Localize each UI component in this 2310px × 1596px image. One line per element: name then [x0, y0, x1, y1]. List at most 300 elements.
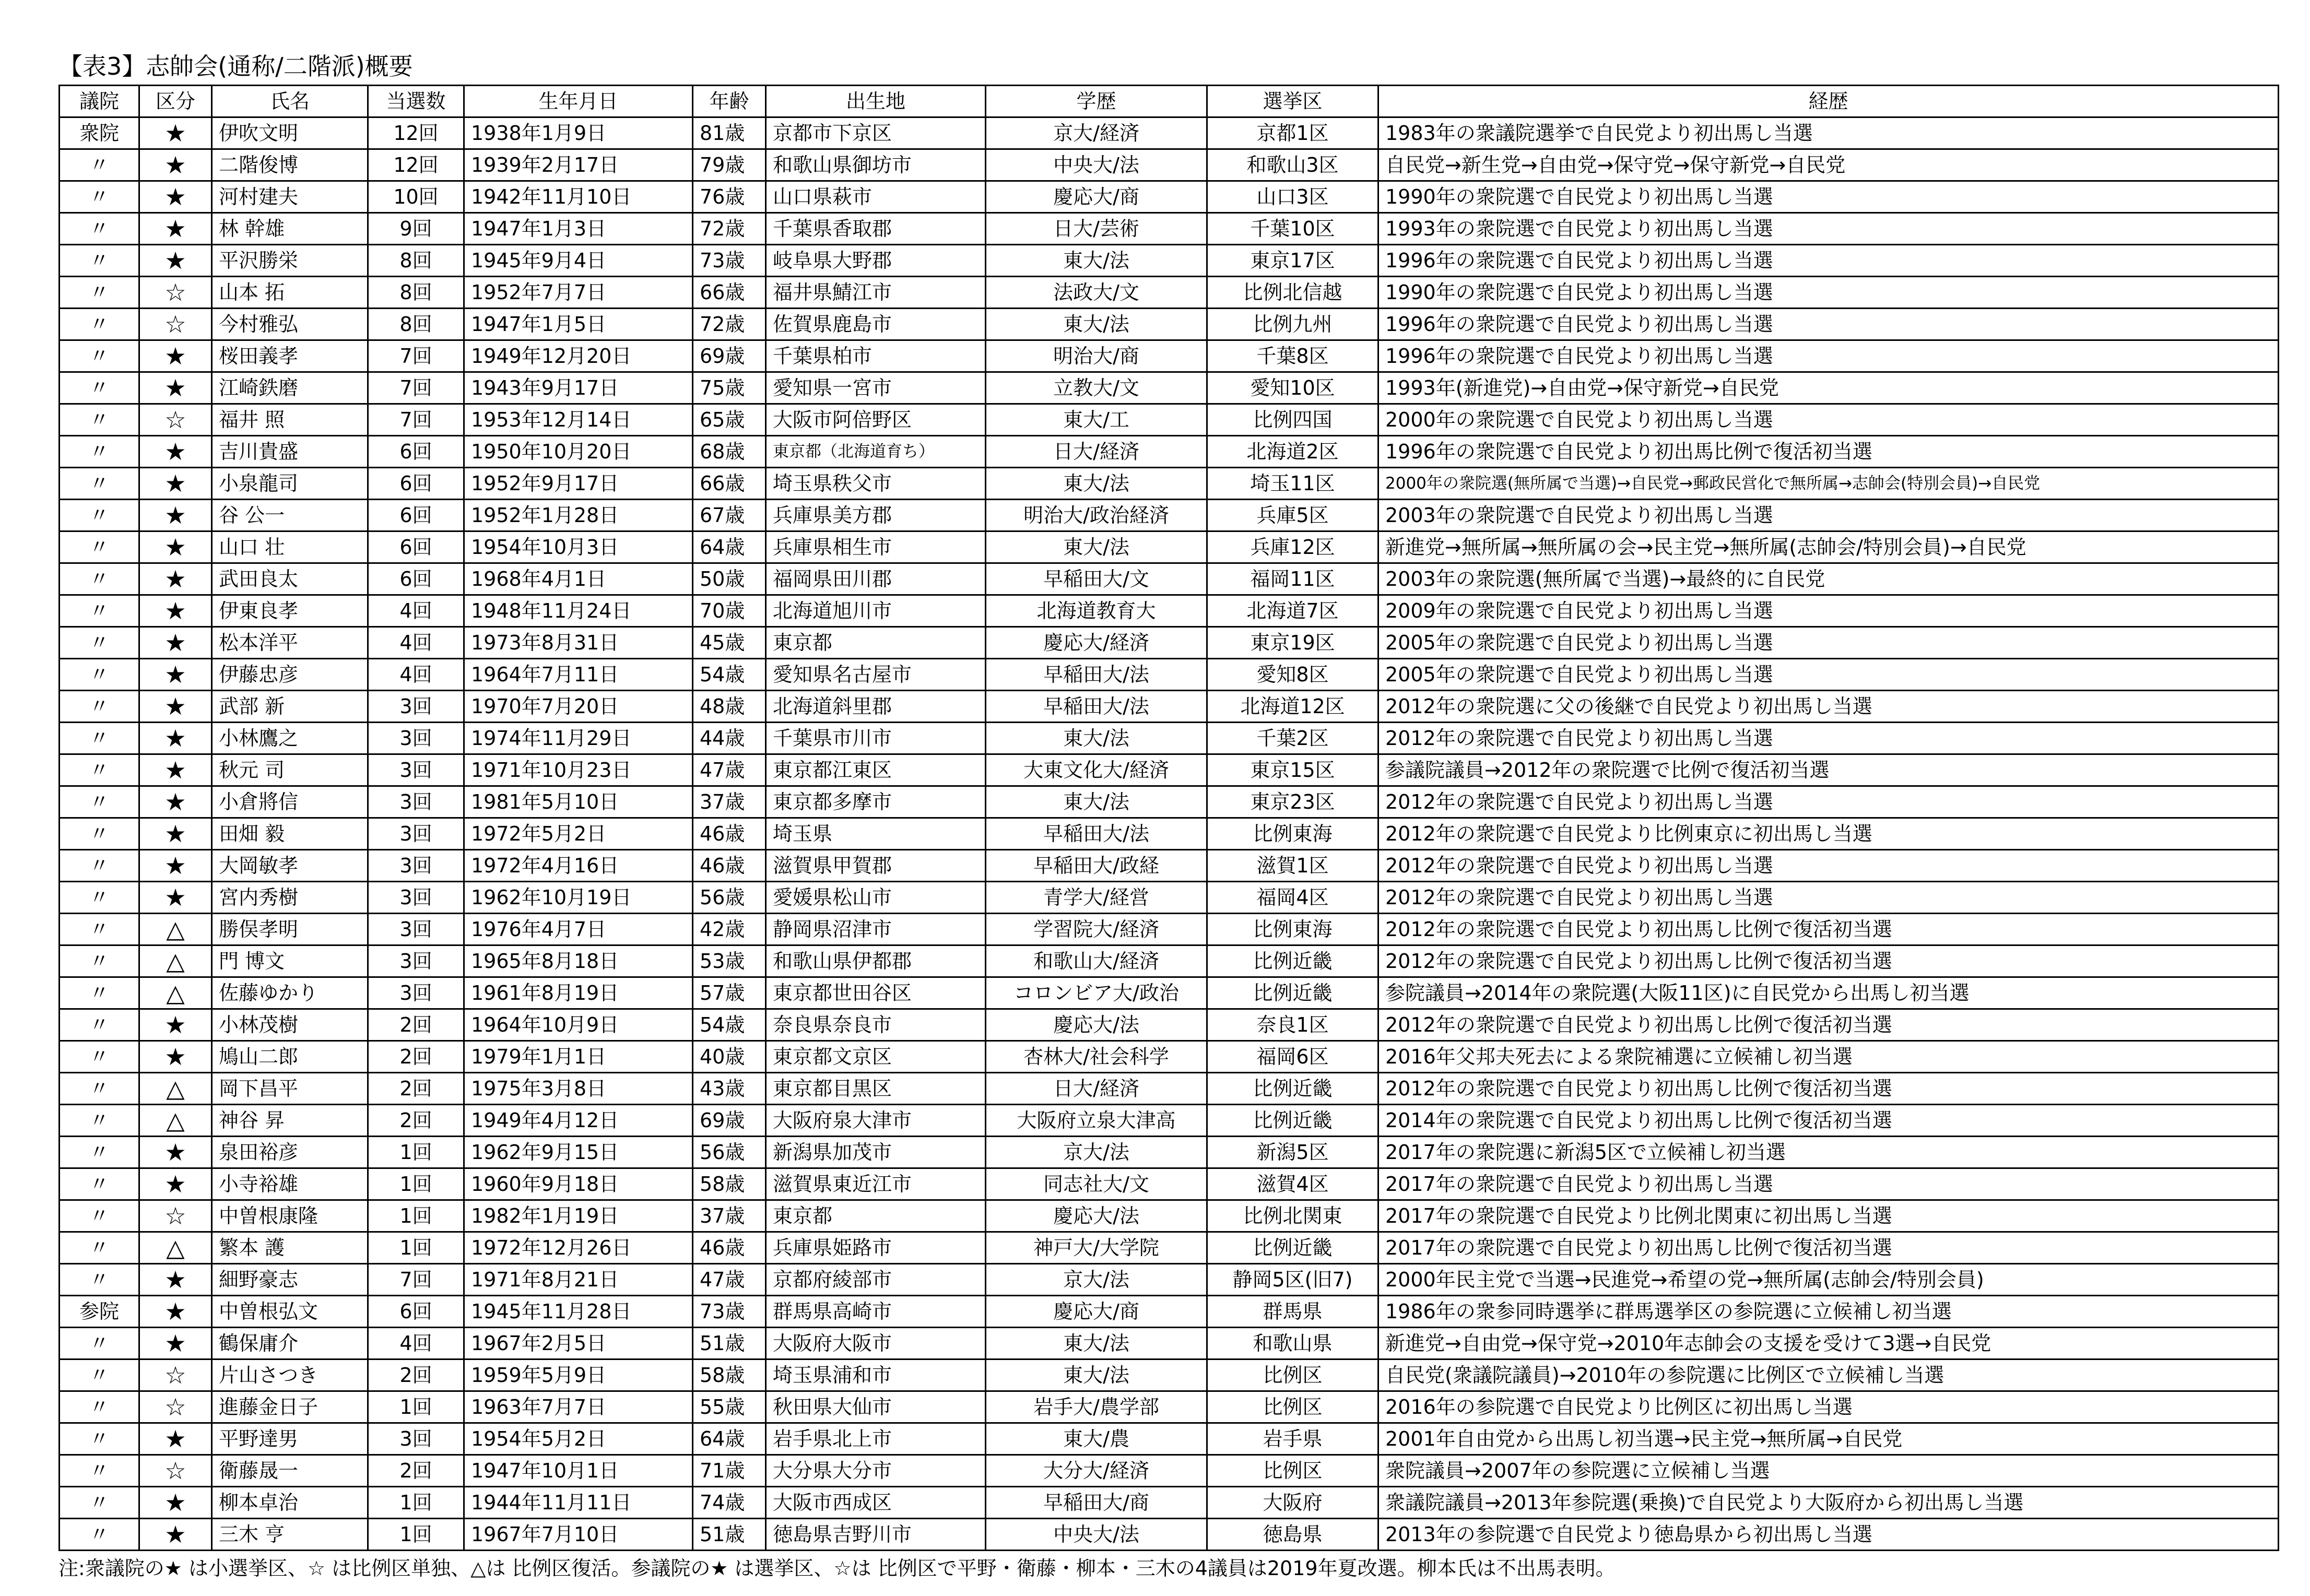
- cell-birthdate: 1964年7月11日: [464, 659, 693, 691]
- cell-birthplace: 愛知県名古屋市: [766, 659, 986, 691]
- cell-career: 2005年の衆院選で自民党より初出馬し当選: [1378, 659, 2279, 691]
- cell-education: 岩手大/農学部: [986, 1391, 1207, 1423]
- cell-name: 二階俊博: [212, 149, 368, 181]
- cell-birthdate: 1967年2月5日: [464, 1328, 693, 1359]
- cell-kubun: ★: [139, 659, 212, 691]
- cell-name: 山口 壮: [212, 531, 368, 563]
- cell-name: 武田良太: [212, 563, 368, 595]
- cell-terms: 1回: [368, 1487, 464, 1519]
- cell-kubun: ★: [139, 1423, 212, 1455]
- cell-terms: 3回: [368, 786, 464, 818]
- cell-terms: 3回: [368, 945, 464, 977]
- cell-birthdate: 1953年12月14日: [464, 404, 693, 436]
- cell-career: 2012年の衆院選で自民党より初出馬し当選: [1378, 786, 2279, 818]
- cell-career: 2000年の衆院選で自民党より初出馬し当選: [1378, 404, 2279, 436]
- cell-birthplace: 兵庫県相生市: [766, 531, 986, 563]
- cell-education: 東大/法: [986, 309, 1207, 340]
- cell-birthdate: 1972年12月26日: [464, 1232, 693, 1264]
- cell-house: 〃: [60, 850, 139, 882]
- cell-house: 〃: [60, 723, 139, 754]
- cell-career: 2000年の衆院選(無所属で当選)→自民党→郵政民営化で無所属→志帥会(特別会員)→自民党: [1378, 468, 2279, 500]
- cell-career: 2014年の衆院選で自民党より初出馬し比例で復活初当選: [1378, 1105, 2279, 1137]
- cell-birthplace: 大分県大分市: [766, 1455, 986, 1487]
- cell-name: 松本洋平: [212, 627, 368, 659]
- cell-age: 48歳: [693, 691, 766, 723]
- cell-terms: 4回: [368, 627, 464, 659]
- cell-kubun: ★: [139, 818, 212, 850]
- cell-career: 参院議員→2014年の衆院選(大阪11区)に自民党から出馬し初当選: [1378, 977, 2279, 1009]
- cell-house: 衆院: [60, 117, 139, 149]
- table-row: [60, 1296, 2279, 1328]
- cell-kubun: △: [139, 1105, 212, 1137]
- cell-kubun: ★: [139, 595, 212, 627]
- table-row: [60, 627, 2279, 659]
- cell-house: 〃: [60, 1359, 139, 1391]
- cell-kubun: ★: [139, 563, 212, 595]
- table-row: [60, 1009, 2279, 1041]
- cell-house: 〃: [60, 1487, 139, 1519]
- cell-name: 伊東良孝: [212, 595, 368, 627]
- cell-district: 岩手県: [1207, 1423, 1378, 1455]
- cell-kubun: ★: [139, 436, 212, 468]
- cell-kubun: ★: [139, 723, 212, 754]
- table-row: [60, 595, 2279, 627]
- cell-birthdate: 1973年8月31日: [464, 627, 693, 659]
- cell-age: 42歳: [693, 914, 766, 945]
- col-header-age: 年齢: [693, 86, 766, 117]
- cell-district: 比例近畿: [1207, 1232, 1378, 1264]
- col-header-terms: 当選数: [368, 86, 464, 117]
- cell-house: 〃: [60, 245, 139, 277]
- cell-birthdate: 1971年10月23日: [464, 754, 693, 786]
- cell-house: 〃: [60, 468, 139, 500]
- table-row: [60, 404, 2279, 436]
- cell-district: 比例近畿: [1207, 1105, 1378, 1137]
- col-header-kubun: 区分: [139, 86, 212, 117]
- cell-birthdate: 1952年7月7日: [464, 277, 693, 309]
- cell-birthdate: 1963年7月7日: [464, 1391, 693, 1423]
- cell-age: 81歳: [693, 117, 766, 149]
- cell-kubun: ★: [139, 117, 212, 149]
- cell-name: 桜田義孝: [212, 340, 368, 372]
- cell-house: 〃: [60, 404, 139, 436]
- cell-career: 1996年の衆院選で自民党より初出馬し当選: [1378, 309, 2279, 340]
- col-header-birthdate: 生年月日: [464, 86, 693, 117]
- cell-house: 〃: [60, 277, 139, 309]
- cell-kubun: △: [139, 914, 212, 945]
- cell-education: 早稲田大/商: [986, 1487, 1207, 1519]
- cell-terms: 1回: [368, 1200, 464, 1232]
- cell-kubun: ★: [139, 1009, 212, 1041]
- cell-age: 64歳: [693, 531, 766, 563]
- col-header-education: 学歴: [986, 86, 1207, 117]
- cell-kubun: ★: [139, 691, 212, 723]
- document-sheet: [58, 48, 2278, 1582]
- cell-name: 伊吹文明: [212, 117, 368, 149]
- cell-career: 1993年の衆院選で自民党より初出馬し当選: [1378, 213, 2279, 245]
- cell-education: 慶応大/経済: [986, 627, 1207, 659]
- cell-education: 早稲田大/法: [986, 691, 1207, 723]
- cell-terms: 7回: [368, 1264, 464, 1296]
- cell-education: 法政大/文: [986, 277, 1207, 309]
- cell-district: 奈良1区: [1207, 1009, 1378, 1041]
- cell-house: 〃: [60, 500, 139, 531]
- cell-birthplace: 愛媛県松山市: [766, 882, 986, 914]
- cell-kubun: ★: [139, 786, 212, 818]
- cell-career: 2017年の衆院選に新潟5区で立候補し初当選: [1378, 1137, 2279, 1168]
- cell-career: 2017年の衆院選で自民党より初出馬し比例で復活初当選: [1378, 1232, 2279, 1264]
- cell-birthplace: 東京都世田谷区: [766, 977, 986, 1009]
- cell-district: 比例四国: [1207, 404, 1378, 436]
- cell-house: 〃: [60, 914, 139, 945]
- cell-name: 秋元 司: [212, 754, 368, 786]
- cell-name: 小泉龍司: [212, 468, 368, 500]
- cell-birthdate: 1981年5月10日: [464, 786, 693, 818]
- cell-district: 北海道12区: [1207, 691, 1378, 723]
- table-row: [60, 1264, 2279, 1296]
- cell-career: 2016年父邦夫死去による衆院補選に立候補し初当選: [1378, 1041, 2279, 1073]
- cell-education: 立教大/文: [986, 372, 1207, 404]
- cell-kubun: ★: [139, 1296, 212, 1328]
- cell-age: 46歳: [693, 1232, 766, 1264]
- cell-name: 谷 公一: [212, 500, 368, 531]
- cell-terms: 1回: [368, 1391, 464, 1423]
- cell-house: 〃: [60, 340, 139, 372]
- cell-education: 早稲田大/法: [986, 659, 1207, 691]
- cell-career: 2003年の衆院選(無所属で当選)→最終的に自民党: [1378, 563, 2279, 595]
- cell-terms: 12回: [368, 117, 464, 149]
- cell-birthdate: 1968年4月1日: [464, 563, 693, 595]
- cell-education: 早稲田大/文: [986, 563, 1207, 595]
- cell-age: 51歳: [693, 1519, 766, 1551]
- cell-birthdate: 1948年11月24日: [464, 595, 693, 627]
- cell-education: 大分大/経済: [986, 1455, 1207, 1487]
- cell-district: 比例東海: [1207, 818, 1378, 850]
- cell-district: 滋賀4区: [1207, 1168, 1378, 1200]
- cell-house: 〃: [60, 818, 139, 850]
- cell-age: 51歳: [693, 1328, 766, 1359]
- cell-district: 福岡4区: [1207, 882, 1378, 914]
- cell-age: 69歳: [693, 1105, 766, 1137]
- cell-age: 66歳: [693, 277, 766, 309]
- cell-birthplace: 和歌山県伊都郡: [766, 945, 986, 977]
- cell-district: 滋賀1区: [1207, 850, 1378, 882]
- cell-age: 74歳: [693, 1487, 766, 1519]
- table-row: [60, 372, 2279, 404]
- cell-age: 44歳: [693, 723, 766, 754]
- cell-name: 宮内秀樹: [212, 882, 368, 914]
- cell-birthplace: 東京都（北海道育ち）: [766, 436, 986, 468]
- cell-house: 〃: [60, 149, 139, 181]
- cell-district: 千葉10区: [1207, 213, 1378, 245]
- cell-district: 東京23区: [1207, 786, 1378, 818]
- cell-house: 〃: [60, 1391, 139, 1423]
- cell-birthplace: 滋賀県甲賀郡: [766, 850, 986, 882]
- cell-career: 2012年の衆院選で自民党より初出馬し当選: [1378, 850, 2279, 882]
- table-row: [60, 1105, 2279, 1137]
- cell-terms: 2回: [368, 1359, 464, 1391]
- cell-career: 2012年の衆院選に父の後継で自民党より初出馬し当選: [1378, 691, 2279, 723]
- cell-kubun: ☆: [139, 1200, 212, 1232]
- cell-age: 71歳: [693, 1455, 766, 1487]
- cell-education: 日大/経済: [986, 436, 1207, 468]
- cell-house: 〃: [60, 977, 139, 1009]
- cell-district: 新潟5区: [1207, 1137, 1378, 1168]
- cell-age: 53歳: [693, 945, 766, 977]
- cell-education: 日大/経済: [986, 1073, 1207, 1105]
- cell-kubun: ★: [139, 245, 212, 277]
- cell-kubun: ★: [139, 468, 212, 500]
- cell-name: 三木 亨: [212, 1519, 368, 1551]
- cell-birthdate: 1947年1月3日: [464, 213, 693, 245]
- cell-age: 56歳: [693, 882, 766, 914]
- cell-birthplace: 大阪市西成区: [766, 1487, 986, 1519]
- cell-birthplace: 岐阜県大野郡: [766, 245, 986, 277]
- cell-birthplace: 秋田県大仙市: [766, 1391, 986, 1423]
- cell-district: 比例北関東: [1207, 1200, 1378, 1232]
- table-row: [60, 1423, 2279, 1455]
- table-row: [60, 245, 2279, 277]
- cell-house: 〃: [60, 786, 139, 818]
- cell-age: 54歳: [693, 1009, 766, 1041]
- cell-terms: 8回: [368, 309, 464, 340]
- cell-name: 田畑 毅: [212, 818, 368, 850]
- cell-district: 東京17区: [1207, 245, 1378, 277]
- cell-district: 和歌山県: [1207, 1328, 1378, 1359]
- cell-name: 江崎鉄磨: [212, 372, 368, 404]
- cell-career: 1996年の衆院選で自民党より初出馬し当選: [1378, 340, 2279, 372]
- table-row: [60, 1487, 2279, 1519]
- cell-birthdate: 1967年7月10日: [464, 1519, 693, 1551]
- cell-district: 北海道2区: [1207, 436, 1378, 468]
- cell-age: 58歳: [693, 1359, 766, 1391]
- footnote: 注:衆議院の★ は小選挙区、☆ は比例区単独、△は 比例区復活。参議院の★ は選挙区、☆は 比例区で平野・衛藤・柳本・三木の4議員は2019年夏改選。柳本氏は不出馬表明。: [58, 1557, 1616, 1580]
- cell-birthplace: 奈良県奈良市: [766, 1009, 986, 1041]
- cell-birthdate: 1943年9月17日: [464, 372, 693, 404]
- cell-district: 大阪府: [1207, 1487, 1378, 1519]
- cell-house: 〃: [60, 1041, 139, 1073]
- cell-birthdate: 1954年5月2日: [464, 1423, 693, 1455]
- cell-terms: 6回: [368, 436, 464, 468]
- cell-house: 〃: [60, 1168, 139, 1200]
- cell-career: 2012年の衆院選で自民党より初出馬し比例で復活初当選: [1378, 1009, 2279, 1041]
- cell-birthplace: 岩手県北上市: [766, 1423, 986, 1455]
- table-row: [60, 1073, 2279, 1105]
- cell-career: 2001年自由党から出馬し初当選→民主党→無所属→自民党: [1378, 1423, 2279, 1455]
- cell-career: 衆議院議員→2013年参院選(乗換)で自民党より大阪府から初出馬し当選: [1378, 1487, 2279, 1519]
- cell-house: 〃: [60, 372, 139, 404]
- cell-birthplace: 北海道旭川市: [766, 595, 986, 627]
- cell-district: 比例区: [1207, 1455, 1378, 1487]
- cell-name: 小倉將信: [212, 786, 368, 818]
- cell-education: 早稲田大/法: [986, 818, 1207, 850]
- cell-name: 岡下昌平: [212, 1073, 368, 1105]
- cell-district: 比例近畿: [1207, 977, 1378, 1009]
- cell-terms: 3回: [368, 723, 464, 754]
- col-header-house: 議院: [60, 86, 139, 117]
- cell-birthplace: 福井県鯖江市: [766, 277, 986, 309]
- table-row: [60, 1232, 2279, 1264]
- cell-house: 〃: [60, 945, 139, 977]
- cell-birthplace: 東京都江東区: [766, 754, 986, 786]
- cell-name: 伊藤忠彦: [212, 659, 368, 691]
- cell-education: 東大/法: [986, 531, 1207, 563]
- cell-terms: 6回: [368, 563, 464, 595]
- cell-education: コロンビア大/政治: [986, 977, 1207, 1009]
- cell-birthdate: 1965年8月18日: [464, 945, 693, 977]
- cell-kubun: ★: [139, 627, 212, 659]
- cell-house: 〃: [60, 1073, 139, 1105]
- cell-terms: 8回: [368, 245, 464, 277]
- cell-career: 2016年の参院選で自民党より比例区に初出馬し当選: [1378, 1391, 2279, 1423]
- cell-name: 小林茂樹: [212, 1009, 368, 1041]
- cell-education: 慶応大/法: [986, 1200, 1207, 1232]
- cell-education: 学習院大/経済: [986, 914, 1207, 945]
- cell-house: 〃: [60, 563, 139, 595]
- cell-birthplace: 群馬県高崎市: [766, 1296, 986, 1328]
- table-row: [60, 340, 2279, 372]
- cell-age: 50歳: [693, 563, 766, 595]
- cell-district: 比例近畿: [1207, 1073, 1378, 1105]
- cell-terms: 7回: [368, 340, 464, 372]
- cell-kubun: ★: [139, 1487, 212, 1519]
- cell-education: 東大/農: [986, 1423, 1207, 1455]
- cell-name: 佐藤ゆかり: [212, 977, 368, 1009]
- cell-name: 中曽根弘文: [212, 1296, 368, 1328]
- table-row: [60, 468, 2279, 500]
- cell-name: 鶴保庸介: [212, 1328, 368, 1359]
- cell-birthdate: 1974年11月29日: [464, 723, 693, 754]
- cell-age: 58歳: [693, 1168, 766, 1200]
- cell-age: 66歳: [693, 468, 766, 500]
- cell-age: 75歳: [693, 372, 766, 404]
- cell-age: 73歳: [693, 1296, 766, 1328]
- cell-kubun: △: [139, 1232, 212, 1264]
- cell-district: 愛知8区: [1207, 659, 1378, 691]
- cell-birthplace: 埼玉県秩父市: [766, 468, 986, 500]
- cell-house: 〃: [60, 531, 139, 563]
- cell-house: 〃: [60, 181, 139, 213]
- cell-district: 北海道7区: [1207, 595, 1378, 627]
- cell-terms: 3回: [368, 818, 464, 850]
- cell-kubun: ☆: [139, 404, 212, 436]
- cell-name: 片山さつき: [212, 1359, 368, 1391]
- table-row: [60, 691, 2279, 723]
- cell-terms: 7回: [368, 404, 464, 436]
- cell-house: 〃: [60, 1455, 139, 1487]
- table-title: 【表3】志帥会(通称/二階派)概要: [58, 52, 413, 80]
- cell-kubun: ★: [139, 1137, 212, 1168]
- cell-birthplace: 東京都多摩市: [766, 786, 986, 818]
- cell-birthdate: 1945年9月4日: [464, 245, 693, 277]
- cell-birthdate: 1972年4月16日: [464, 850, 693, 882]
- cell-age: 46歳: [693, 850, 766, 882]
- cell-terms: 6回: [368, 531, 464, 563]
- cell-house: 〃: [60, 627, 139, 659]
- cell-birthdate: 1947年1月5日: [464, 309, 693, 340]
- cell-birthplace: 千葉県柏市: [766, 340, 986, 372]
- cell-birthdate: 1970年7月20日: [464, 691, 693, 723]
- cell-district: 京都1区: [1207, 117, 1378, 149]
- cell-district: 比例東海: [1207, 914, 1378, 945]
- cell-name: 泉田裕彦: [212, 1137, 368, 1168]
- cell-career: 新進党→無所属→無所属の会→民主党→無所属(志帥会/特別会員)→自民党: [1378, 531, 2279, 563]
- table-row: [60, 1359, 2279, 1391]
- cell-name: 進藤金日子: [212, 1391, 368, 1423]
- cell-birthdate: 1961年8月19日: [464, 977, 693, 1009]
- cell-district: 静岡5区(旧7): [1207, 1264, 1378, 1296]
- cell-district: 福岡6区: [1207, 1041, 1378, 1073]
- table-row: [60, 786, 2279, 818]
- cell-birthdate: 1971年8月21日: [464, 1264, 693, 1296]
- cell-birthplace: 大阪府大阪市: [766, 1328, 986, 1359]
- table-row: [60, 659, 2279, 691]
- table-row: [60, 1041, 2279, 1073]
- cell-name: 衛藤晟一: [212, 1455, 368, 1487]
- cell-terms: 2回: [368, 1041, 464, 1073]
- cell-kubun: ☆: [139, 1455, 212, 1487]
- col-header-career: 経歴: [1378, 86, 2279, 117]
- cell-education: 明治大/商: [986, 340, 1207, 372]
- cell-kubun: ★: [139, 754, 212, 786]
- cell-education: 京大/法: [986, 1137, 1207, 1168]
- cell-birthdate: 1947年10月1日: [464, 1455, 693, 1487]
- cell-birthplace: 滋賀県東近江市: [766, 1168, 986, 1200]
- cell-terms: 9回: [368, 213, 464, 245]
- cell-career: 2012年の衆院選で自民党より初出馬し当選: [1378, 882, 2279, 914]
- cell-name: 今村雅弘: [212, 309, 368, 340]
- cell-kubun: ☆: [139, 277, 212, 309]
- cell-education: 中央大/法: [986, 1519, 1207, 1551]
- cell-terms: 1回: [368, 1519, 464, 1551]
- table-row: [60, 149, 2279, 181]
- cell-house: 〃: [60, 595, 139, 627]
- cell-birthplace: 兵庫県姫路市: [766, 1232, 986, 1264]
- table-row: [60, 436, 2279, 468]
- cell-age: 76歳: [693, 181, 766, 213]
- cell-birthdate: 1962年10月19日: [464, 882, 693, 914]
- cell-age: 65歳: [693, 404, 766, 436]
- cell-kubun: ★: [139, 1041, 212, 1073]
- cell-district: 千葉2区: [1207, 723, 1378, 754]
- cell-birthdate: 1954年10月3日: [464, 531, 693, 563]
- cell-name: 繁本 護: [212, 1232, 368, 1264]
- cell-education: 日大/芸術: [986, 213, 1207, 245]
- cell-education: 杏林大/社会科学: [986, 1041, 1207, 1073]
- cell-birthplace: 京都府綾部市: [766, 1264, 986, 1296]
- cell-age: 69歳: [693, 340, 766, 372]
- cell-age: 46歳: [693, 818, 766, 850]
- cell-name: 小林鷹之: [212, 723, 368, 754]
- cell-career: 2012年の衆院選で自民党より初出馬し比例で復活初当選: [1378, 914, 2279, 945]
- cell-district: 山口3区: [1207, 181, 1378, 213]
- cell-education: 慶応大/商: [986, 1296, 1207, 1328]
- faction-table: [58, 85, 2279, 1551]
- cell-terms: 10回: [368, 181, 464, 213]
- cell-education: 慶応大/法: [986, 1009, 1207, 1041]
- cell-birthplace: 佐賀県鹿島市: [766, 309, 986, 340]
- cell-kubun: ★: [139, 531, 212, 563]
- cell-terms: 6回: [368, 500, 464, 531]
- cell-district: 比例近畿: [1207, 945, 1378, 977]
- cell-terms: 2回: [368, 1009, 464, 1041]
- cell-education: 和歌山大/経済: [986, 945, 1207, 977]
- cell-age: 64歳: [693, 1423, 766, 1455]
- cell-age: 57歳: [693, 977, 766, 1009]
- cell-district: 東京19区: [1207, 627, 1378, 659]
- cell-house: 〃: [60, 1232, 139, 1264]
- cell-kubun: ★: [139, 149, 212, 181]
